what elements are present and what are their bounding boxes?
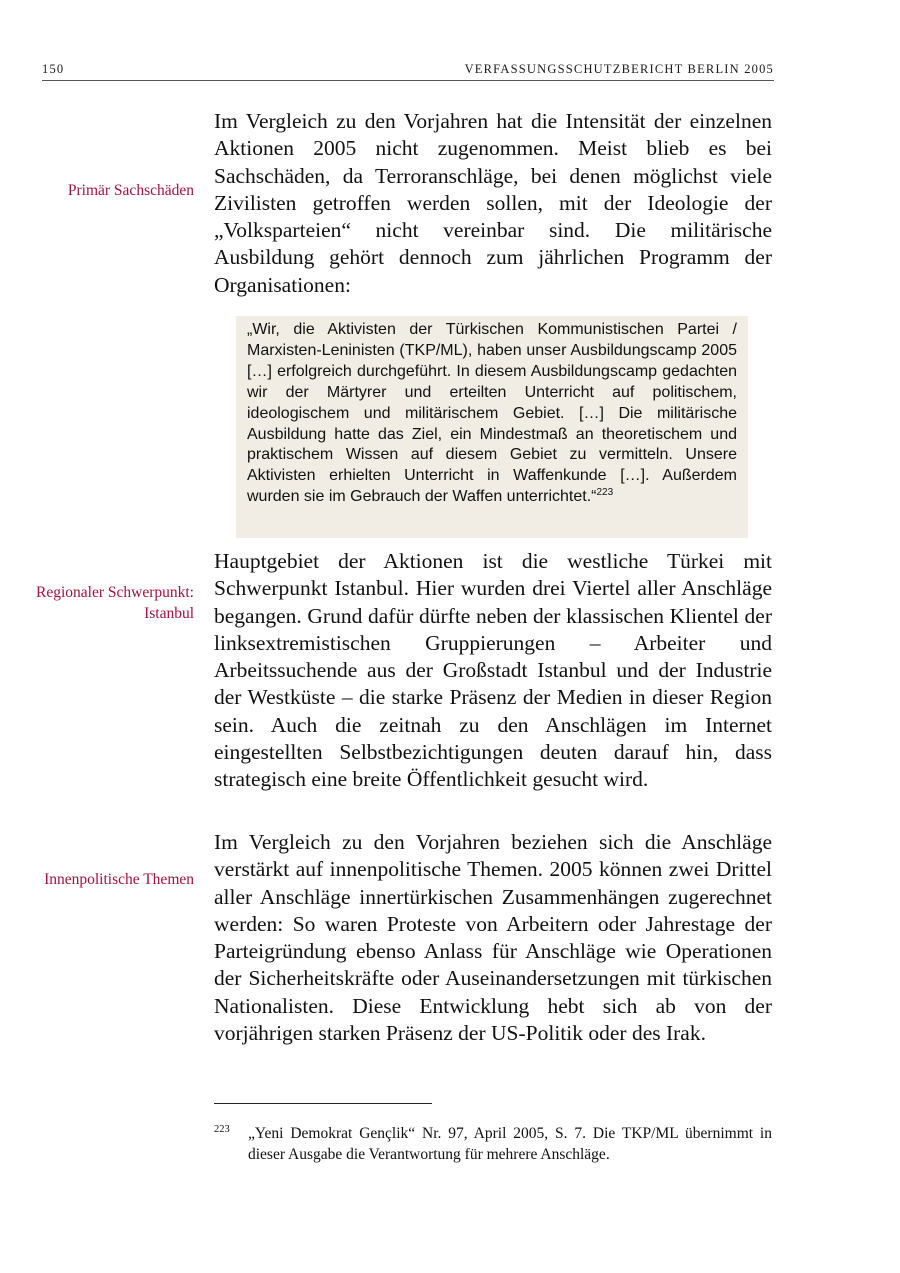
quote-box [236, 316, 748, 538]
sidenote-innenpolitische-themen: Innenpolitische Themen [44, 871, 194, 888]
paragraph-hauptgebiet: Hauptgebiet der Aktionen ist die westliche Türkei mit Schwerpunkt Istanbul. Hier wurden drei Viertel aller Anschläge begangen. Grund dafür dürfte neben der klassischen Klientel der linksextremistischen Gruppierungen – Arbeiter und Arbeitssuchende aus der Großstadt Istanbul und der Industrie der Westküste – die starke Präsenz der Medien in dieser Region sein. Auch die zeitnah zu den Anschlägen im Internet eingestellten Selbstbezichtigungen deuten darauf hin, dass strategisch eine breite Öffentlichkeit gesucht wird. [214, 549, 772, 792]
page-header [42, 62, 774, 81]
quote-text: „Wir, die Aktivisten der Türkischen Kommunistischen Partei / Marxisten-Leninisten (TKP/ML), haben unser Ausbildungscamp 2005 […] erfolgreich durchgeführt. In diesem Ausbildungscamp gedachten wir der Märtyrer und erteilten Unterricht auf politischem, ideologischem und militärischem Gebiet. […] Die militärische Ausbildung hatte das Ziel, ein Mindestmaß an theoretischem und praktischem Wissen auf diesem Gebiet zu vermitteln. Unsere Aktivisten erhielten Unterricht in Waffenkunde […]. Außerdem wurden sie im Gebrauch der Waffen unterrichtet.“ [247, 321, 737, 506]
footnote-number: 223 [214, 1124, 230, 1135]
page-number: 150 [42, 62, 65, 76]
running-title: VERFASSUNGSSCHUTZBERICHT BERLIN 2005 [464, 62, 774, 76]
footnote-text: „Yeni Demokrat Gençlik“ Nr. 97, April 2005, S. 7. Die TKP/ML übernimmt in dieser Ausgabe die Verantwortung für mehrere Anschläge. [248, 1125, 772, 1163]
paragraph-innenpolitisch: Im Vergleich zu den Vorjahren beziehen sich die Anschläge verstärkt auf innenpolitische Themen. 2005 können zwei Drittel aller Anschläge innertürkischen Zusammenhängen zugerechnet werden: So waren Proteste von Arbeitern oder Jahrestage der Parteigründung ebenso Anlass für Anschläge wie Operationen der Sicherheitskräfte oder Auseinandersetzungen mit türkischen Nationalisten. Diese Entwicklung hebt sich ab von der vorjährigen starken Präsenz der US-Politik oder des Irak. [214, 830, 772, 1046]
footnote-ref[interactable]: 223 [596, 487, 614, 499]
footnote-divider [214, 1103, 432, 1104]
footnote-223 [214, 1124, 772, 1165]
sidenote-regionaler-schwerpunkt: Regionaler Schwerpunkt: Istanbul [36, 584, 194, 622]
paragraph-intensity: Im Vergleich zu den Vorjahren hat die Intensität der einzelnen Aktionen 2005 nicht zugenommen. Meist blieb es bei Sachschäden, da Terroranschläge, bei denen möglichst viele Zivilisten getroffen werden sollen, mit der Ideologie der „Volksparteien“ nicht vereinbar sind. Die militärische Ausbildung gehört dennoch zum jährlichen Programm der Organisationen: [214, 109, 772, 297]
sidenote-primaer-sachschaeden: Primär Sachschäden [67, 182, 194, 199]
